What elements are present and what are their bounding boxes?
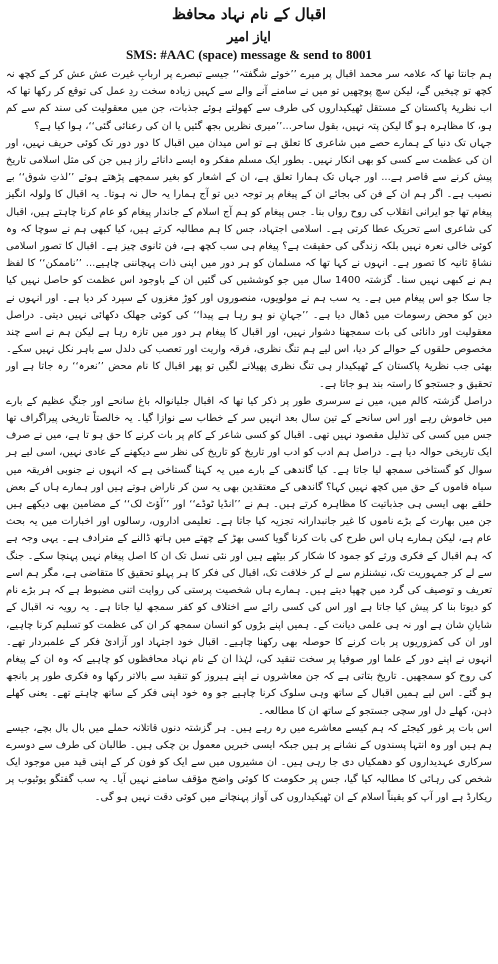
paragraph: دراصل گزشتہ کالم میں، میں نے سرسری طور پر ذکر کیا تھا کہ اقبال جلیانوالہ باغ سانحے اور جنگِ عظیم کے بارے میں خاموش رہے اور اس سانحے کے تین سال بعد انہیں سر کے خطاب سے نوازا گیا۔ یہ خالصتاً تاریخی پیراگراف تھا جس میں کسی کی تذلیل مقصود نہیں تھی۔ اقبال کو کسی شاعر کے کام پر بات کرنے کا حق ہو تا ہے، میں نے صرف ایک تاریخی حوالہ دیا ہے۔ دراصل ہم ادب کو ادب اور تاریخ کو تاریخ کی نظر سے دیکھنے کے عادی نہیں، اسی لیے ہر سوال کو گستاخی سمجھ لیا جاتا ہے۔ کیا گاندھی کے بارے میں یہ کہنا گستاخی ہے کہ انہوں نے جنوبی افریقہ میں سیاہ فاموں کے حق میں کچھ نہیں کہا؟ گاندھی کے معتقدین بھی یہ سن کر ناراض ہوتے ہیں اور ہمارے ہاں کے بعض حلقے بھی ایسی ہی جذباتیت کا مظاہرہ کرتے ہیں۔ ہم نے ’’انڈیا ٹوڈے‘‘ اور ’’آؤٹ لک‘‘ کے مضامین بھی دیکھے ہیں جن میں بھارت کے بڑے ناموں کا غیر جانبدارانہ تجزیہ کیا جاتا ہے۔ تعلیمی اداروں، رسالوں اور اخبارات میں یہ بحث عام ہے، لیکن ہمارے ہاں اس طرح کی بات کرنا گویا کسی بھڑ کے چھتے میں ہاتھ ڈالنے کے مترادف ہے۔ یہی وجہ ہے کہ ہم اقبال کے فکری ورثے کو جمود کا شکار کر بیٹھے ہیں اور نئی نسل تک ان کا اصل پیغام نہیں پہنچا سکے۔ جنگ سے لے کر جمہوریت تک، نیشنلزم سے لے کر خلافت تک، اقبال کی فکر کا ہر پہلو تحقیق کا متقاضی ہے، مگر ہم اسے تعریف و توصیف کی گرد میں چھپا دیتے ہیں۔ ہمارے ہاں شخصیت پرستی کی روایت اتنی مضبوط ہے کہ ہر بڑے نام کو دیوتا بنا کر پیش کیا جاتا ہے اور اس کی کسی رائے سے اختلاف کو کفر سمجھ لیا جاتا ہے۔ یہ رویہ نہ اقبال کے شایانِ شان ہے اور نہ ہی علمی دیانت کے۔ ہمیں اپنے بڑوں کو انسان سمجھ کر ان کی عظمت کو تسلیم کرنا چاہیے، اور ان کی کمزوریوں پر بات کرنے کا حوصلہ بھی رکھنا چاہیے۔ اقبال خود اجتہاد اور آزادیٔ فکر کے علمبردار تھے۔ انہوں نے اپنے دور کے علما اور صوفیا پر سخت تنقید کی، لہٰذا ان کے نام نہاد محافظوں کو چاہیے کہ وہ ان کے پیغام کی روح کو سمجھیں۔ تاریخ بتاتی ہے کہ جن معاشروں نے اپنے ہیروز کو تنقید سے بالاتر رکھا وہ فکری طور پر بانجھ ہو گئے۔ اس لیے ہمیں اقبال کے ساتھ وہی سلوک کرنا چاہیے جو وہ خود اپنی فکر کے ساتھ چاہتے تھے۔ یعنی کھلے ذہن، کھلے دل اور سچی جستجو کے ساتھ ان کا مطالعہ۔ — [6, 395, 492, 717]
article-body — [6, 66, 492, 806]
paragraph: جہاں تک دنیا کے ہمارے حصے میں شاعری کا تعلق ہے تو اس میدان میں اقبال کا دور دور تک کوئی حریف نہیں، اور ان کی عظمت سے کسی کو بھی انکار نہیں۔ بطور ایک مسلم مفکر وہ ایسے دانائے راز ہیں جن کی مثل اسلامی تاریخ پیش کرنے سے قاصر ہے... اور جہاں تک ہمارا تعلق ہے، ان کے اشعار کو بغیر سمجھے پڑھتے ہوئے ’’لذتِ شوق‘‘ بے نصیب ہے۔ اگر ہم ان کے فن کی بجائے ان کے پیغام پر توجہ دیں تو آج ہمارا یہ حال نہ ہوتا۔ یہ اقبال کا ولولہ انگیز پیغام تھا جو ایرانی انقلاب کی روح رواں بنا۔ جس پیغام کو ہم آج اسلام کے جاندار پیغام کو عام کرنا چاہتے ہیں، اقبال کی شاعری اسے تحریک عطا کرتی ہے۔ اسلامی اجتہاد، جس کا ہم مطالبہ کرتے ہیں، کیا کبھی ہم نے سوچا کہ وہ کوئی خالی نعرہ نہیں بلکہ زندگی کی حقیقت ہے؟ پیغام ہی سب کچھ ہے، فن ثانوی چیز ہے۔ اقبال کا تصور اسلامی نشاۃِ ثانیہ کا تصور ہے۔ انہوں نے کہا تھا کہ مسلمان کو ہر دور میں اپنی ذات پہچاننی چاہیے... ’’ناممکن‘‘ کا لفظ ہم نے کبھی نہیں سنا۔ گزشتہ 1400 سال میں جو کوششیں کی گئیں ان کے باوجود اس عظمت کو حاصل نہیں کیا جا سکا جو اس پیغام میں ہے۔ یہ سب ہم نے مولویوں، منصوروں اور کوڑ مغزوں کے سپرد کر دیا ہے۔ اور انہوں نے دین کو محض رسومات میں ڈھال دیا ہے۔ ’’جہانِ نو ہو رہا ہے پیدا‘‘ کی کوئی جھلک دکھائی نہیں دیتی۔ دراصل معقولیت اور دانائی کی بات سمجھنا دشوار نہیں، اور اقبال کا پیغام ہر دور میں تازہ رہا ہے لیکن ہم نے اسے چند مخصوص حلقوں کے حوالے کر دیا، اس لیے ہم تنگ نظری، فرقہ واریت اور تعصب کی دلدل سے باہر نکل نہیں سکے۔ بھئی جب نظریۂ پاکستان کے ٹھیکیدار ہی تنگ نظری پھیلانے لگیں تو پھر اقبال کا نام محض ’’نعرہ‘‘ رہ جاتا ہے اور تحقیق و جستجو کا راستہ بند ہو جاتا ہے۔ — [6, 137, 492, 390]
sms-subscription-line: SMS: #AAC (space) message & send to 8001 — [126, 47, 372, 62]
paragraph: ہم جانتا تھا کہ علامہ سر محمد اقبال پر میرے ’’خوئے شگفتہ‘‘ جیسے تبصرے پر اربابِ غیرت عش عش کر کے کچھ نہ کچھ تو چیخیں گے، لیکن سچ پوچھیں تو میں نے سامنے آنے والے سے کہیں زیادہ سخت ردِ عمل کی توقع کر رکھا تھا کہ اب نظریۂ پاکستان کے مستقل ٹھیکیداروں کی طرف سے کھولتے ہوئے جذبات، جن میں معقولیت کی سند کم سے کم ہو، کا مظاہرہ ہو گا لیکن پتہ نہیں، بقول ساحر...’’میری نظریں بجھ گئیں یا ان کی رعنائی گئی‘‘، ہوا کیا ہے؟ — [6, 69, 492, 132]
author-name: ایاز امیر — [227, 30, 271, 45]
article-title: اقبال کے نام نہاد محافظ — [171, 5, 327, 23]
paragraph: اس بات پر غور کیجئے کہ ہم کیسے معاشرے میں رہ رہے ہیں۔ ہر گزشتہ دنوں قاتلانہ حملے میں بال بال بچے، جیسے ہم ہیں اور وہ انتہا پسندوں کے نشانے پر ہیں جبکہ ایسی خبریں معمول بن چکی ہیں۔ طالبان کی طرف سے دوسرے سرکاری عہدیداروں کو دھمکیاں دی جا رہی ہیں۔ ان مشیروں میں سے ایک کو فون کر کے اپنی قید میں موجود ایک شخص کی رہائی کا مطالبہ کیا گیا، جس پر حکومت کا کوئی واضح مؤقف سامنے نہیں آیا۔ یہ سب گفتگو یوٹیوب پر ریکارڈ ہے اور آپ کو یقیناً اسلام کے ان ٹھیکیداروں کی آواز پہنچانے میں کوئی دقت نہیں ہو گی۔ — [6, 722, 492, 803]
